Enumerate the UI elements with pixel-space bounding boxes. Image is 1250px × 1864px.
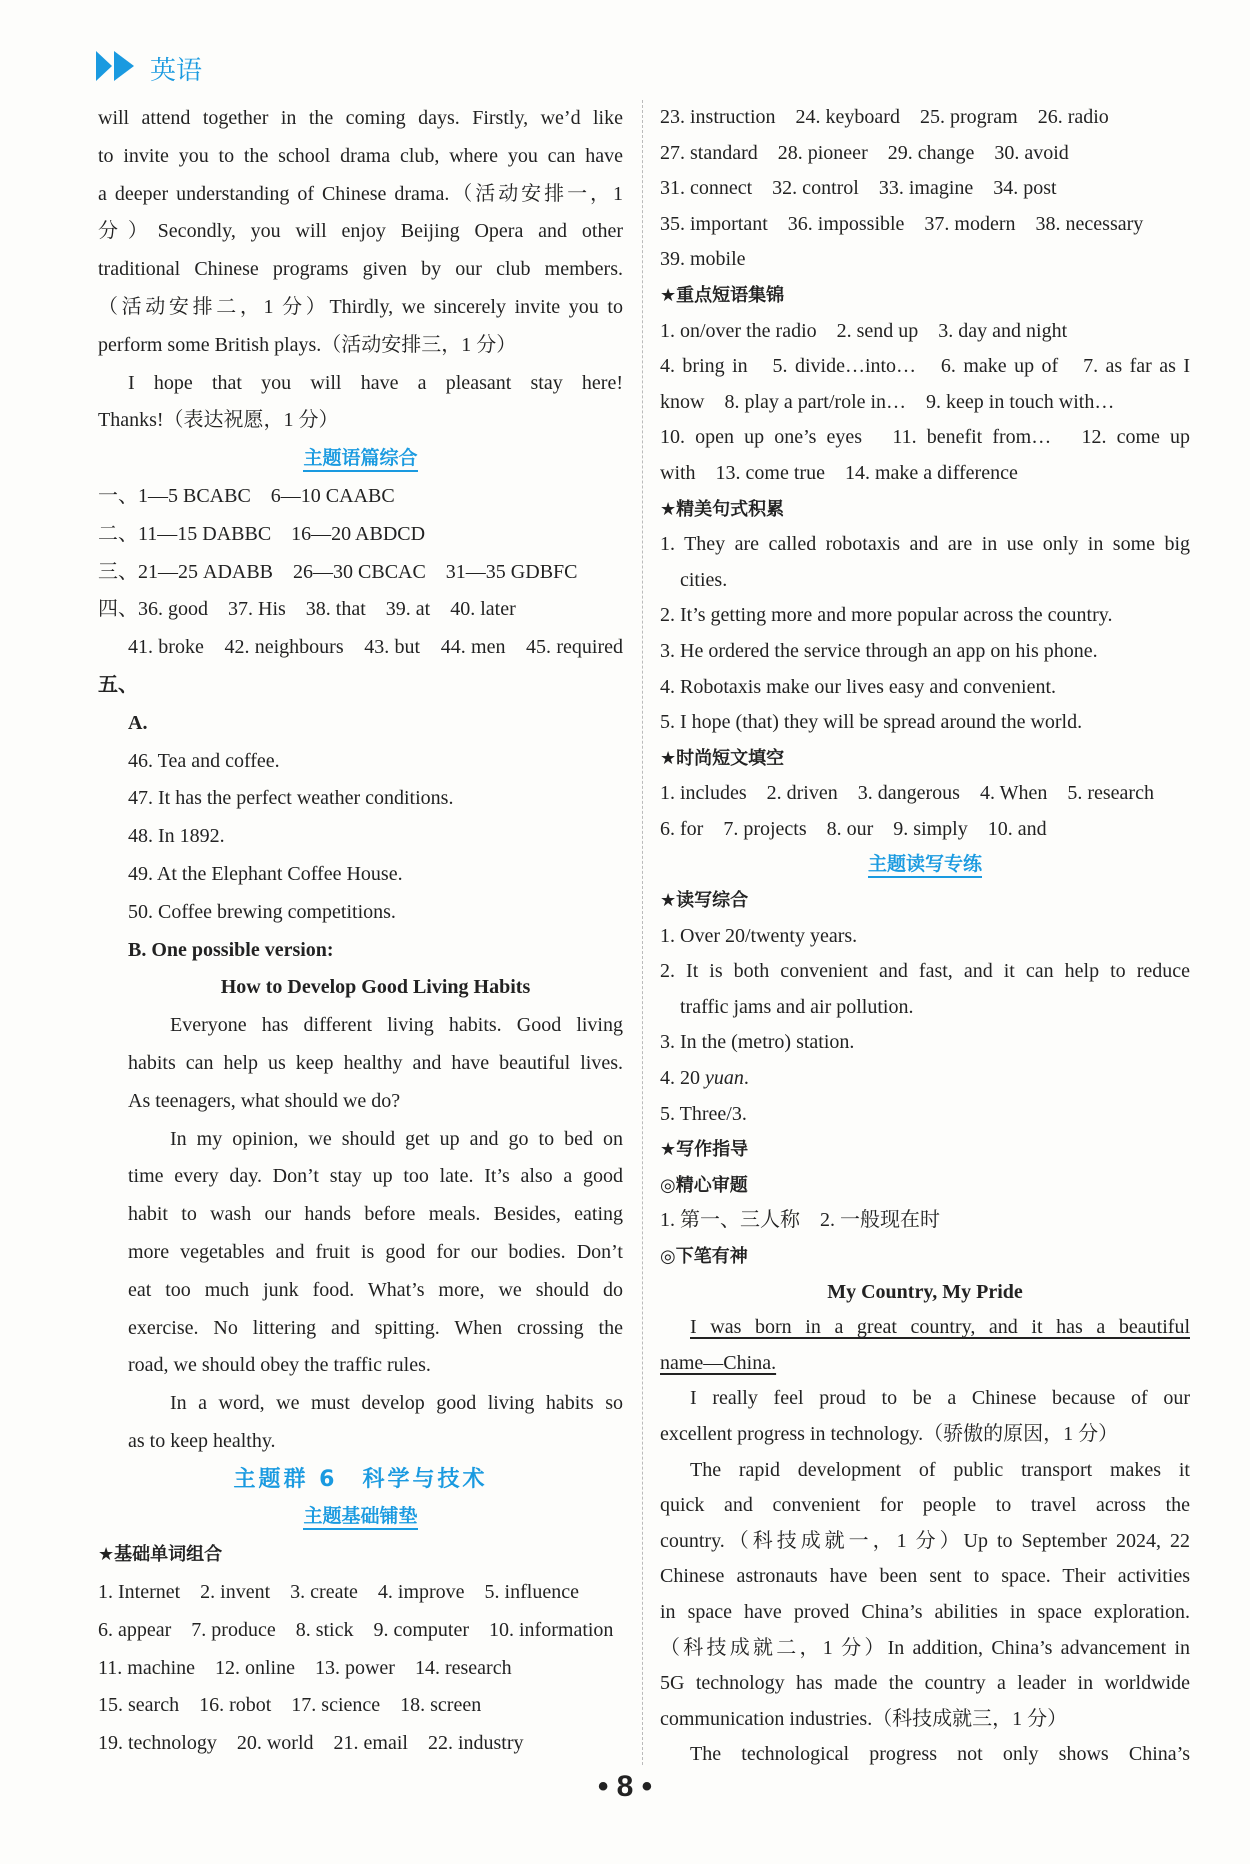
review-answer: 1. 第一、三人称 2. 一般现在时 — [660, 1209, 940, 1232]
essay-line: The rapid development of public transport makes it — [690, 1458, 1190, 1481]
theme-group-title: 主题群 6 科学与技术 — [233, 1466, 488, 1492]
essay-line: time every day. Don’t stay up too late. It’s also a good — [128, 1165, 623, 1188]
essay-line: I was born in a great country, and it has a beautiful — [690, 1316, 1190, 1339]
subject-label: 英语 — [150, 55, 203, 86]
sentence-line: 4. Robotaxis make our lives easy and convenient. — [660, 675, 1057, 698]
page-header — [96, 48, 202, 88]
sentence-line: 2. It’s getting more and more popular across the country. — [660, 604, 1113, 627]
answer-line: 49. At the Elephant Coffee House. — [128, 862, 403, 885]
answer-line: 50. Coffee brewing competitions. — [128, 900, 396, 923]
word-line: 15. search 16. robot 17. science 18. screen — [98, 1694, 482, 1717]
section-title: 主题基础铺垫 — [98, 1498, 623, 1536]
essay-line: In my opinion, we should get up and go to bed on — [170, 1127, 623, 1150]
word-line: 27. standard 28. pioneer 29. change 30. avoid — [660, 141, 1069, 164]
essay-line: Chinese astronauts have been sent to space. Their activities — [660, 1565, 1190, 1588]
cloze-line: 6. for 7. projects 8. our 9. simply 10. and — [660, 817, 1047, 840]
sentence-line: 3. He ordered the service through an app on his phone. — [660, 639, 1098, 662]
phrase-line: 10. open up one’s eyes 11. benefit from… 12. come up — [660, 426, 1190, 449]
essay-line: eat too much junk food. What’s more, we should do — [128, 1278, 623, 1301]
word-line: 23. instruction 24. keyboard 25. program 26. radio — [660, 106, 1109, 128]
left-column — [98, 100, 623, 1763]
essay-line: communication industries.（科技成就三，1 分） — [660, 1707, 1068, 1730]
phrase-line: 4. bring in 5. divide…into… 6. make up of 7. as far as I — [660, 355, 1190, 378]
answer-line: 五、 — [98, 673, 138, 696]
word-line: 1. Internet 2. invent 3. create 4. improve 5. influence — [98, 1581, 579, 1604]
part-label: A. — [128, 711, 148, 734]
cloze-heading: ★时尚短文填空 — [660, 747, 785, 769]
letter-line: 分）Secondly, you will enjoy Beijing Opera and other — [98, 220, 623, 243]
sentence-line: 1. They are called robotaxis and are in use only in some big — [660, 533, 1190, 556]
review-heading: ◎精心审题 — [660, 1174, 748, 1196]
essay-line: （科技成就二，1 分）In addition, China’s advancement in — [660, 1636, 1190, 1659]
essay-line: in space have proved China’s abilities in space exploration. — [660, 1600, 1190, 1623]
rw-line: 2. It is both convenient and fast, and it can help to reduce — [660, 960, 1190, 983]
section-title: 主题读写专练 — [660, 847, 1190, 883]
right-column — [660, 100, 1190, 1773]
essay-line: name—China. — [660, 1351, 777, 1374]
essay-title: My Country, My Pride — [827, 1280, 1023, 1303]
essay-line: road, we should obey the traffic rules. — [128, 1354, 431, 1377]
word-line: 39. mobile — [660, 248, 746, 271]
rw-line: 1. Over 20/twenty years. — [660, 924, 858, 947]
column-divider — [642, 100, 643, 1765]
letter-line: to invite you to the school drama club, where you can have — [98, 144, 623, 167]
writing-heading: ★写作指导 — [660, 1139, 749, 1161]
essay-line: Everyone has different living habits. Good living — [170, 1014, 623, 1037]
letter-closing: Thanks!（表达祝愿，1 分） — [98, 409, 339, 432]
rw-line: 3. In the (metro) station. — [660, 1031, 855, 1054]
word-line: 19. technology 20. world 21. email 22. industry — [98, 1732, 524, 1755]
section-title: 主题语篇综合 — [98, 440, 623, 478]
essay-line: 5G technology has made the country a leader in worldwide — [660, 1672, 1190, 1695]
sentences-heading: ★精美句式积累 — [660, 498, 785, 520]
cloze-line: 1. includes 2. driven 3. dangerous 4. When 5. research — [660, 782, 1154, 805]
part-label: B. One possible version: — [128, 938, 334, 961]
answer-line: 四、36. good 37. His 38. that 39. at 40. later — [98, 598, 516, 621]
sentence-line: cities. — [680, 568, 728, 591]
phrases-heading: ★重点短语集锦 — [660, 284, 785, 306]
pen-heading: ◎下笔有神 — [660, 1246, 748, 1267]
phrase-line: know 8. play a part/role in… 9. keep in touch with… — [660, 390, 1115, 413]
rw-heading: ★读写综合 — [660, 890, 749, 912]
answer-line: 一、1—5 BCABC 6—10 CAABC — [98, 484, 395, 507]
rw-line: traffic jams and air pollution. — [680, 995, 914, 1018]
essay-line: more vegetables and fruit is good for our bodies. Don’t — [128, 1240, 623, 1263]
answer-line: 46. Tea and coffee. — [128, 749, 280, 772]
answer-line: 41. broke 42. neighbours 43. but 44. men 45. required — [128, 636, 623, 659]
rw-line: 4. 20 yuan. — [660, 1067, 749, 1090]
essay-line: habits can help us keep healthy and have beautiful lives. — [128, 1051, 623, 1074]
letter-line: （活动安排二，1 分）Thirdly, we sincerely invite you to — [98, 295, 623, 318]
word-line: 31. connect 32. control 33. imagine 34. post — [660, 177, 1057, 200]
word-line: 35. important 36. impossible 37. modern 38. necessary — [660, 212, 1144, 235]
letter-line: perform some British plays.（活动安排三，1 分） — [98, 333, 517, 356]
essay-line: as to keep healthy. — [128, 1429, 276, 1452]
essay-line: country.（科技成就一，1 分）Up to September 2024, 22 — [660, 1529, 1190, 1552]
answer-line: 三、21—25 ADABB 26—30 CBCAC 31—35 GDBFC — [98, 560, 578, 583]
letter-line: will attend together in the coming days. Firstly, we’d like — [98, 107, 623, 129]
phrase-line: with 13. come true 14. make a difference — [660, 461, 1018, 484]
essay-line: quick and convenient for people to travel across the — [660, 1494, 1190, 1517]
words-heading: ★基础单词组合 — [98, 1544, 223, 1566]
essay-line: I really feel proud to be a Chinese because of our — [690, 1387, 1190, 1410]
essay-line: excellent progress in technology.（骄傲的原因，1 分） — [660, 1422, 1119, 1445]
essay-title: How to Develop Good Living Habits — [220, 976, 531, 999]
sentence-line: 5. I hope (that) they will be spread around the world. — [660, 711, 1083, 734]
letter-line: a deeper understanding of Chinese drama.（活动安排一，1 — [98, 182, 623, 205]
essay-line: In a word, we must develop good living habits so — [170, 1392, 623, 1415]
essay-line: The technological progress not only shows China’s — [690, 1743, 1190, 1766]
page-number: • 8 • — [597, 1770, 653, 1803]
letter-line: traditional Chinese programs given by our club members. — [98, 258, 623, 281]
phrase-line: 1. on/over the radio 2. send up 3. day and night — [660, 319, 1068, 342]
word-line: 6. appear 7. produce 8. stick 9. computer 10. information — [98, 1618, 614, 1641]
letter-closing: I hope that you will have a pleasant stay here! — [128, 371, 623, 394]
double-chevron-right-icon — [96, 49, 140, 88]
essay-line: As teenagers, what should we do? — [128, 1089, 401, 1112]
essay-line: habit to wash our hands before meals. Besides, eating — [128, 1203, 623, 1226]
answer-line: 48. In 1892. — [128, 825, 225, 848]
answer-line: 二、11—15 DABBC 16—20 ABDCD — [98, 522, 426, 545]
word-line: 11. machine 12. online 13. power 14. research — [98, 1656, 512, 1679]
essay-line: exercise. No littering and spitting. When crossing the — [128, 1316, 623, 1339]
rw-line: 5. Three/3. — [660, 1102, 747, 1125]
answer-line: 47. It has the perfect weather conditions. — [128, 787, 454, 810]
